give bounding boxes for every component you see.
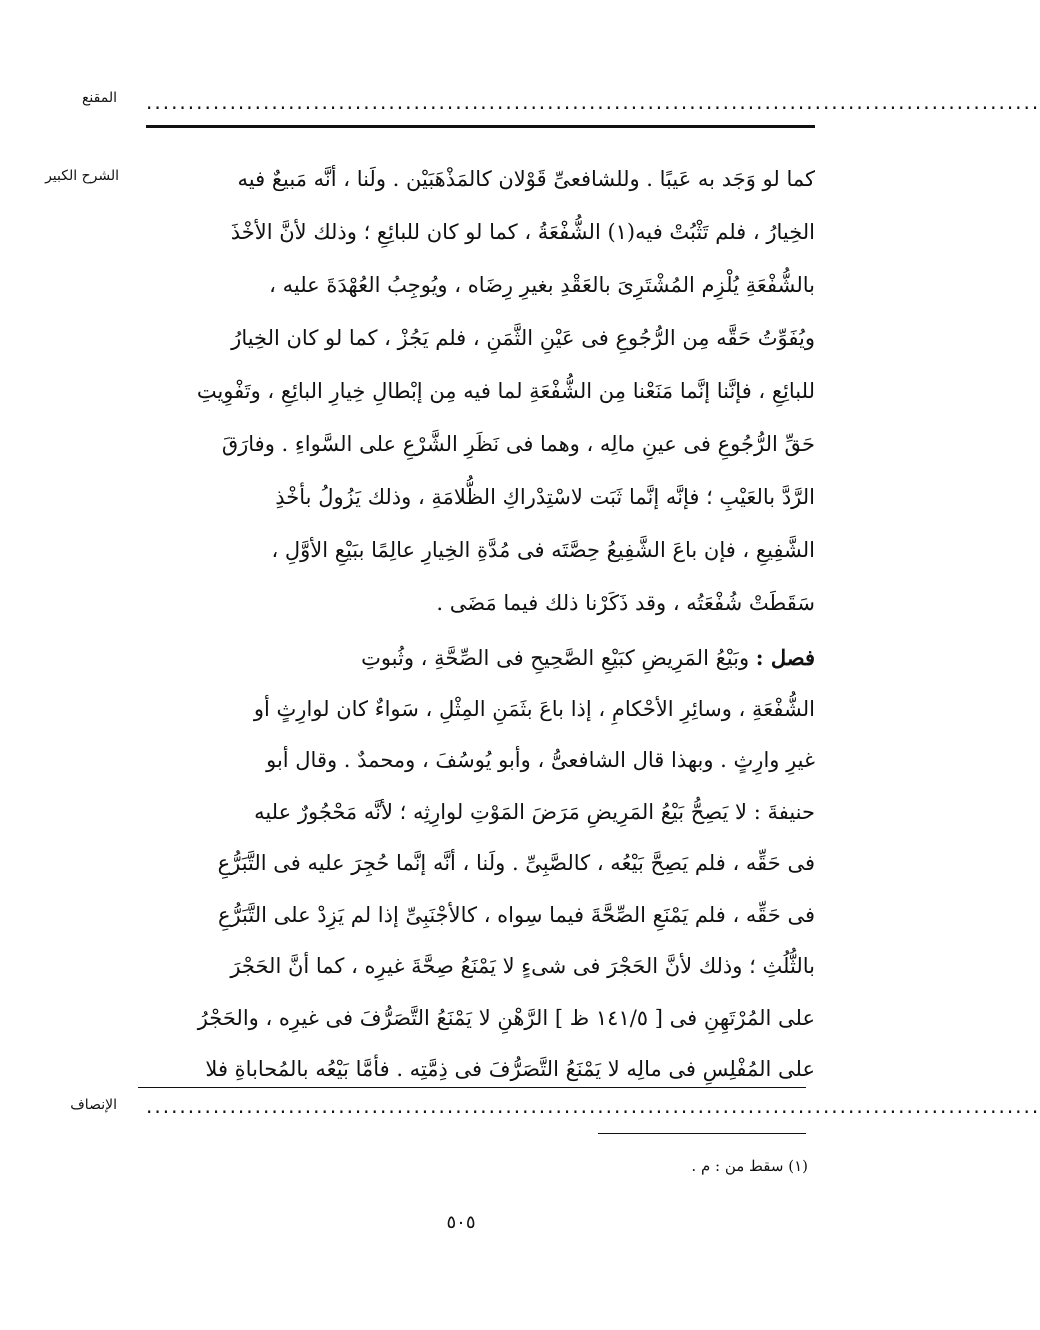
text-line-rest: وبَيْعُ المَرِيضِ كبَيْعِ الصَّحِيحِ فى الصِّحَّةِ ، وثُبوتِ [361, 646, 750, 670]
paragraph-2-fasl [138, 632, 815, 1096]
fasl-label: فصل : [755, 645, 815, 670]
text-line: بالثُّلُثِ ؛ وذلك لأنَّ الحَجْرَ فى شىءٍ لا يَمْنَعُ صِحَّةَ غيرِه ، كما أنَّ الحَجْرَ [230, 954, 815, 978]
header-rule [146, 125, 815, 128]
book-label-muqni: المقنع [81, 90, 117, 106]
side-label-insaf: الإنصاف [70, 1097, 117, 1113]
text-line: الرَّدَّ بالعَيْبِ ؛ فإنَّه إنَّما ثَبَت لاسْتِدْراكِ الظُّلامَةِ ، وذلك يَزُولُ بأخْذِ [275, 485, 815, 509]
footnote-rule [598, 1133, 806, 1134]
header-dotted-line: ........................................................................................................... [146, 90, 1040, 114]
text-line: حَقِّ الرُّجُوعِ فى عينِ مالِه ، وهما فى نَظَرِ الشَّرْعِ على السَّواءِ . وفارَقَ [221, 432, 815, 456]
text-line: غيرِ وارِثٍ . وبهذا قال الشافعىُّ ، وأبو يُوسُفَ ، ومحمدٌ . وقال أبو [266, 748, 815, 772]
text-line: بالشُّفْعَةِ يُلْزِم المُشْتَرِىَ بالعَقْدِ بغيرِ رِضَاه ، ويُوجِبُ العُهْدَةَ عليه ، [269, 273, 815, 297]
text-line: سَقَطَتْ شُفْعَتُه ، وقد ذَكَرْنا ذلك فيما مَضَى . [436, 591, 815, 615]
side-label-sharh-kabir: الشرح الكبير [45, 168, 119, 184]
footnote-text: (١) سقط من : م . [691, 1157, 808, 1175]
text-line-first [138, 632, 815, 684]
page-number: ٥٠٥ [446, 1212, 476, 1233]
insaf-dotted-line: ........................................................................................................... [146, 1094, 1040, 1118]
text-line: الشَّفِيعِ ، فإن باعَ الشَّفِيعُ حِصَّتَه فى مُدَّةِ الخِيارِ عالِمًا ببَيْعِ الأوَّلِ ، [271, 538, 815, 562]
text-line: حنيفةَ : لا يَصِحُّ بَيْعُ المَرِيضِ مَرَضَ المَوْتِ لوارِثِه ؛ لأنَّه مَحْجُورٌ عليه [254, 799, 815, 824]
text-line: كما لو وَجَد به عَيبًا . وللشافعىِّ قَوْلان كالمَذْهَبَيْن . ولَنا ، أنَّه مَبيعٌ فيه [237, 167, 815, 191]
text-line: فى حَقِّه ، فلم يَمْنَعِ الصِّحَّةَ فيما سِواه ، كالأجْنَبِىِّ إذا لم يَزِدْ على التَّبَرُّعِ [217, 902, 815, 927]
text-line: الخِيارُ ، فلم تَثْبُتْ فيه(١) الشُّفْعَةُ ، كما لو كان للبائِعِ ؛ وذلك لأنَّ الأخْذَ [230, 220, 815, 244]
text-line: فى حَقِّه ، فلم يَصِحَّ بَيْعُه ، كالصَّبِىِّ . ولَنا ، أنَّه إنَّما حُجِرَ عليه فى التَّبَرُّعِ [217, 851, 815, 875]
text-line: على المُفْلِسِ فى مالِه لا يَمْنَعُ التَّصَرُّفَ فى ذِمَّتِه . فأمَّا بَيْعُه بالمُحاباةِ فلا [205, 1057, 815, 1081]
paragraph-1 [138, 153, 815, 630]
text-line: الشُّفْعَةِ ، وسائِرِ الأحْكامِ ، إذا باعَ بثَمَنِ المِثْلِ ، سَواءٌ كان لوارِثٍ أو [253, 696, 815, 721]
text-line: للبائِعِ ، فإنَّنا إنَّما مَنَعْنا مِن الشُّفْعَةِ لما فيه مِن إبْطالِ خِيارِ البائِعِ ، وتَفْوِيتِ [196, 379, 815, 403]
text-line: ويُفَوِّتُ حَقَّه مِن الرُّجُوعِ فى عَيْنِ الثَّمَنِ ، فلم يَجُزْ ، كما لو كان الخِيارُ [231, 326, 815, 350]
insaf-top-rule [138, 1087, 806, 1088]
text-line: على المُرْتَهِنِ فى [ ١٤١/٥ ظ ] الرَّهْنِ لا يَمْنَعُ التَّصَرُّفَ فى غيرِه ، والحَجْرُ [197, 1005, 815, 1030]
